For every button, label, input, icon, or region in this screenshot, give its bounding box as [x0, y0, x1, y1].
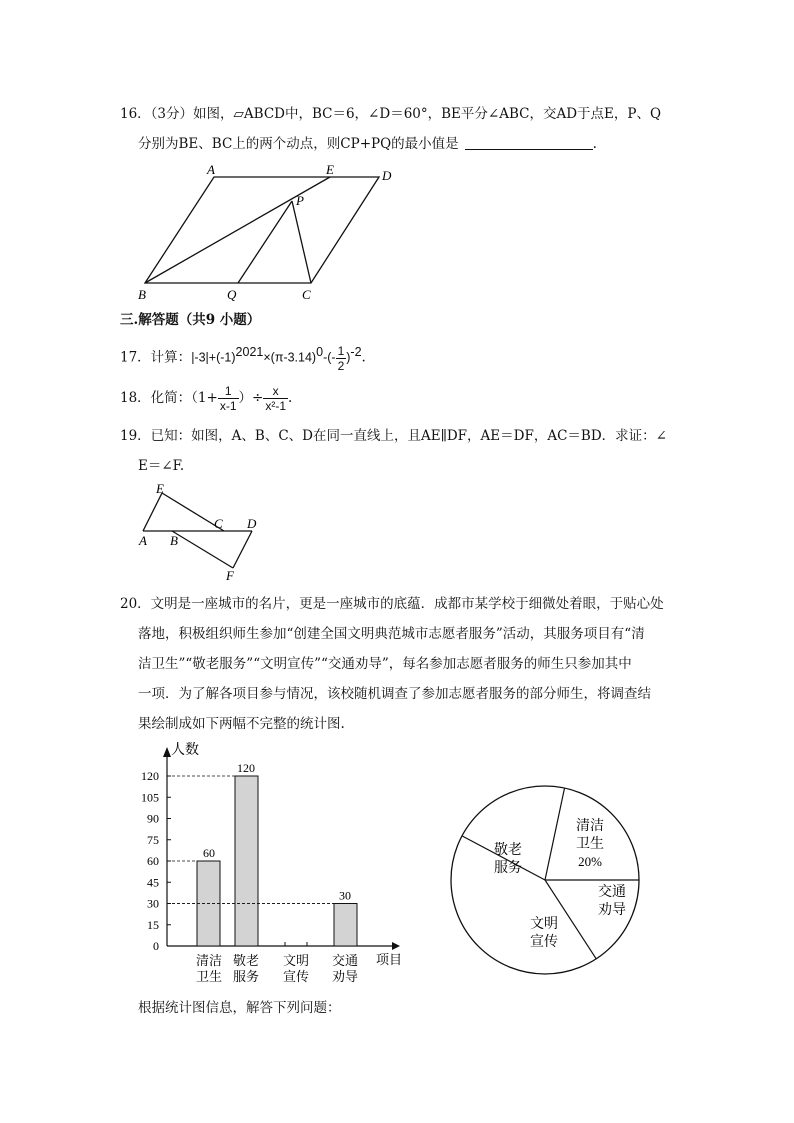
section-heading: 三.解答题（共9 小题） — [120, 312, 261, 328]
fig19-label-B: B — [170, 533, 178, 548]
fig19-label-E: E — [156, 481, 164, 496]
label-Q: Q — [227, 287, 237, 302]
q17-end: . — [361, 349, 366, 366]
y-tick-label: 120 — [141, 769, 159, 783]
fig19-label-C: C — [214, 516, 223, 531]
y-tick-label: 45 — [147, 875, 159, 890]
pie-slice-label: 文明 — [530, 917, 558, 932]
q17-fraction: $\frac{1}{2}$ — [337, 343, 345, 373]
label-P: P — [296, 193, 304, 208]
triangle-figure — [130, 478, 270, 588]
y-tick-label: 15 — [147, 917, 159, 932]
label-B: B — [138, 287, 146, 302]
footer-text: 根据统计图信息，解答下列问题： — [138, 1000, 341, 1016]
pie-chart — [440, 780, 650, 980]
fig19-label-A: A — [139, 533, 147, 548]
q16-line2-end: . — [592, 136, 597, 152]
q17-prefix: 17．计算： — [120, 349, 192, 366]
category-label: 劝导 — [331, 969, 359, 984]
q19-line2: E＝∠F. — [138, 458, 185, 474]
label-A: A — [207, 162, 215, 177]
pie-slice-label: 服务 — [494, 861, 522, 876]
bar-chart — [130, 735, 420, 995]
q17 — [120, 342, 366, 373]
q18-fraction1: $\frac{1}{x-1}$ — [219, 384, 237, 413]
category-label: 卫生 — [195, 969, 223, 984]
y-axis-arrow — [163, 747, 171, 757]
pie-slice-percent: 20% — [578, 854, 602, 869]
category-label: 服务 — [232, 969, 260, 984]
bar — [235, 776, 258, 946]
parallelogram-figure — [130, 160, 410, 305]
q17-exp1: 2021 — [235, 345, 264, 359]
q16-line2-text: 分别为BE、BC上的两个动点，则CP+PQ的最小值是 — [138, 136, 459, 152]
q17-expr1: |-3|+(-1) — [191, 350, 236, 365]
pie-slice-label: 宣传 — [530, 935, 558, 950]
label-C: C — [302, 287, 311, 302]
q17-exp3: -2 — [350, 345, 362, 359]
y-tick-label: 0 — [153, 939, 159, 953]
q20-line5: 果绘制成如下两幅不完整的统计图. — [138, 716, 345, 732]
y-tick-label: 30 — [147, 896, 159, 911]
q18-prefix: 18．化简：（1+ — [120, 390, 218, 406]
label-E: E — [326, 162, 334, 177]
q20-line2: 落地，积极组织师生参加“创建全国文明典范城市志愿者服务”活动，其服务项目有“清 — [138, 626, 645, 642]
q16-line1: 16．（3分）如图，▱ABCD中，BC＝6，∠D＝60°，BE平分∠ABC，交AD于点E，P、Q — [120, 106, 662, 122]
q18 — [120, 384, 292, 413]
q18-middle: ）÷ — [238, 390, 264, 406]
category-label: 清洁 — [195, 953, 223, 968]
answer-blank[interactable] — [465, 135, 593, 150]
x-axis-label: 项目 — [376, 952, 403, 967]
q17-expr3: -(- — [323, 350, 336, 365]
y-tick-label: 90 — [147, 811, 159, 826]
fig19-label-D: D — [247, 516, 257, 531]
q18-end: . — [288, 390, 293, 406]
q19-line1: 19．已知：如图，A、B、C、D在同一直线上，且AE∥DF，AE＝DF，AC＝BD．求证：∠ — [120, 428, 667, 444]
pie-slice-label: 敬老 — [494, 843, 522, 858]
q16-line2 — [138, 134, 597, 154]
y-tick-label: 75 — [147, 832, 159, 847]
category-label: 文明 — [282, 953, 310, 968]
q20-line3: 洁卫生”“敬老服务”“文明宣传”“交通劝导”，每名参加志愿者服务的师生只参加其中 — [138, 656, 632, 672]
q20-line4: 一项．为了解各项目参与情况，该校随机调查了参加志愿者服务的部分师生，将调查结 — [138, 686, 651, 702]
category-label: 交通 — [331, 953, 359, 968]
data-label: 30 — [339, 888, 351, 903]
q17-expr2: ×(π-3.14) — [263, 350, 317, 365]
pie-slice-label: 劝导 — [598, 903, 626, 918]
q20-line1: 20．文明是一座城市的名片，更是一座城市的底蕴．成都市某学校于细微处着眼，于贴心处 — [120, 596, 664, 612]
label-D: D — [382, 168, 392, 183]
pie-slice-label: 交通 — [598, 885, 626, 900]
q17-exp2: 0 — [316, 345, 324, 359]
fig19-label-F: F — [226, 568, 234, 583]
data-label: 120 — [237, 761, 255, 775]
pie-slice-label: 卫生 — [576, 837, 604, 852]
category-label: 宣传 — [282, 969, 310, 984]
y-tick-label: 105 — [141, 790, 159, 805]
y-tick-label: 60 — [147, 854, 159, 868]
q17-expr4: ) — [346, 350, 351, 365]
y-axis-label: 人数 — [171, 743, 199, 758]
x-axis-arrow — [392, 942, 400, 950]
category-label: 敬老 — [232, 953, 260, 968]
data-label: 60 — [203, 846, 215, 860]
q18-fraction2: $\frac{x}{\text{x²-1}}$ — [265, 384, 286, 413]
pie-slice-label: 清洁 — [576, 819, 604, 834]
bar — [334, 904, 357, 947]
